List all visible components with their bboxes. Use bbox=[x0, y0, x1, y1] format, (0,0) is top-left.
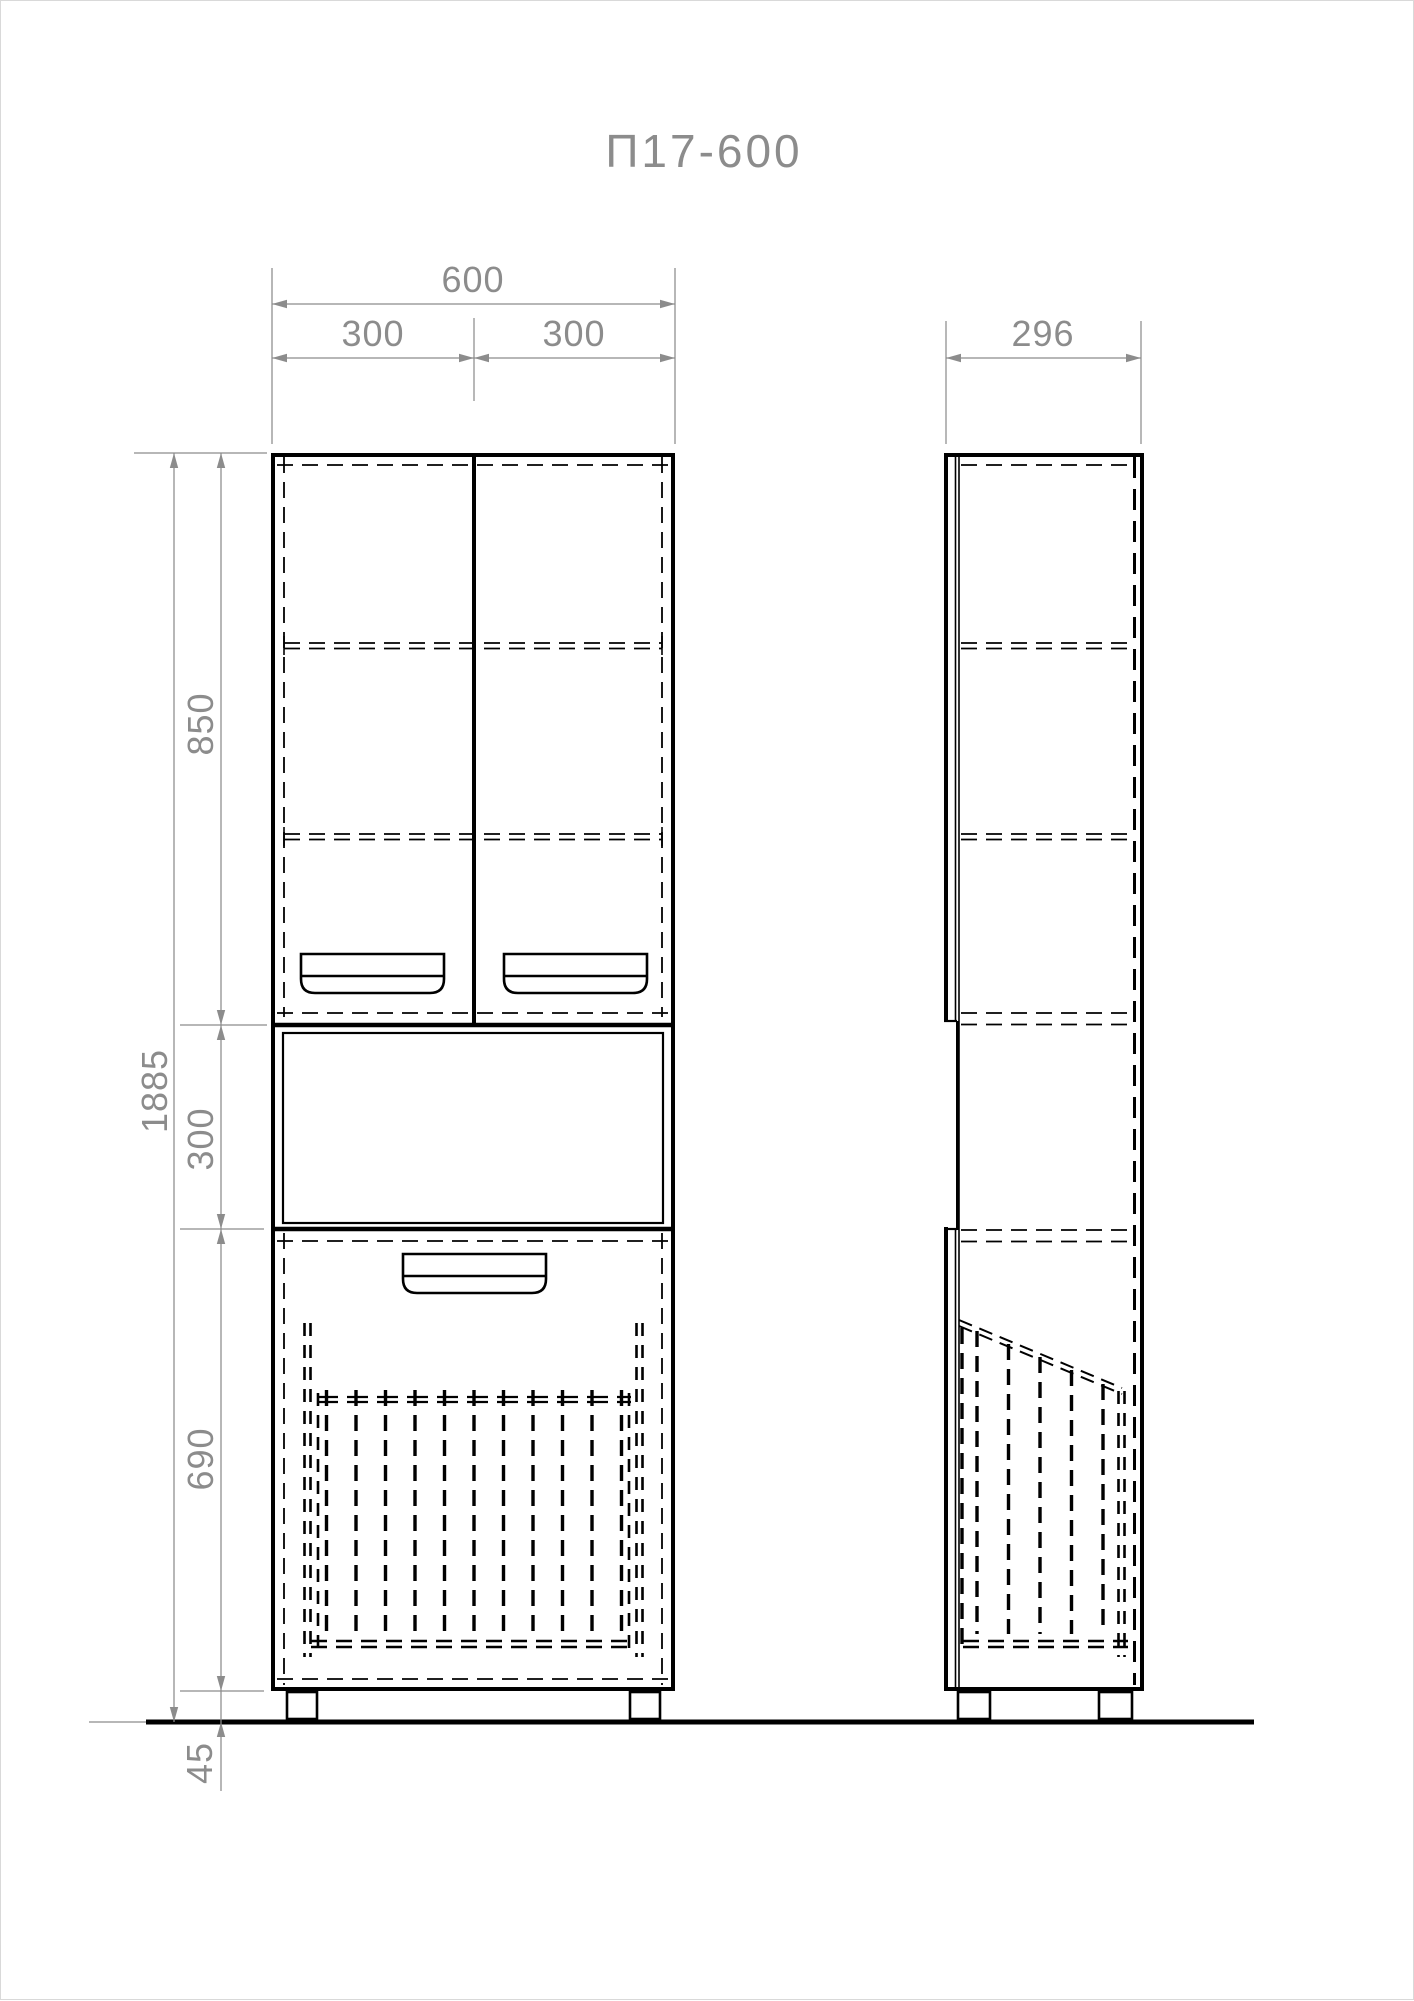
front-right-leg bbox=[630, 1692, 660, 1719]
open-niche bbox=[283, 1033, 663, 1223]
basket-wires bbox=[327, 1390, 622, 1634]
basket-bottom bbox=[311, 1641, 635, 1647]
dim-side-depth: 296 bbox=[1011, 313, 1075, 354]
right-door-handle bbox=[504, 954, 647, 993]
front-laundry-basket bbox=[305, 1323, 643, 1657]
dim-total-height: 1885 bbox=[134, 1048, 175, 1134]
front-view bbox=[271, 455, 675, 1719]
dimension-lines bbox=[134, 268, 1141, 1791]
side-back-leg bbox=[1099, 1692, 1132, 1719]
dim-plinth-height: 45 bbox=[179, 1741, 220, 1785]
cabinet-drawing bbox=[1, 1, 1414, 2001]
dim-middle-section-height: 300 bbox=[180, 1107, 221, 1171]
left-door-handle bbox=[301, 954, 444, 993]
drawer-handle bbox=[403, 1254, 546, 1293]
dim-front-total-width: 600 bbox=[441, 259, 505, 300]
dim-front-right-door-width: 300 bbox=[542, 313, 606, 354]
dimension-labels bbox=[134, 259, 1075, 1784]
dimension-arrows bbox=[170, 300, 1141, 1737]
side-front-leg bbox=[958, 1692, 990, 1719]
side-view bbox=[944, 453, 1144, 1719]
side-hidden-lines bbox=[961, 465, 1131, 1242]
side-laundry-basket bbox=[959, 1320, 1128, 1657]
front-left-leg bbox=[287, 1692, 317, 1719]
dim-upper-section-height: 850 bbox=[180, 692, 221, 756]
dim-front-left-door-width: 300 bbox=[341, 313, 405, 354]
drawing-title: П17-600 bbox=[605, 125, 803, 177]
dim-lower-section-height: 690 bbox=[180, 1427, 221, 1491]
